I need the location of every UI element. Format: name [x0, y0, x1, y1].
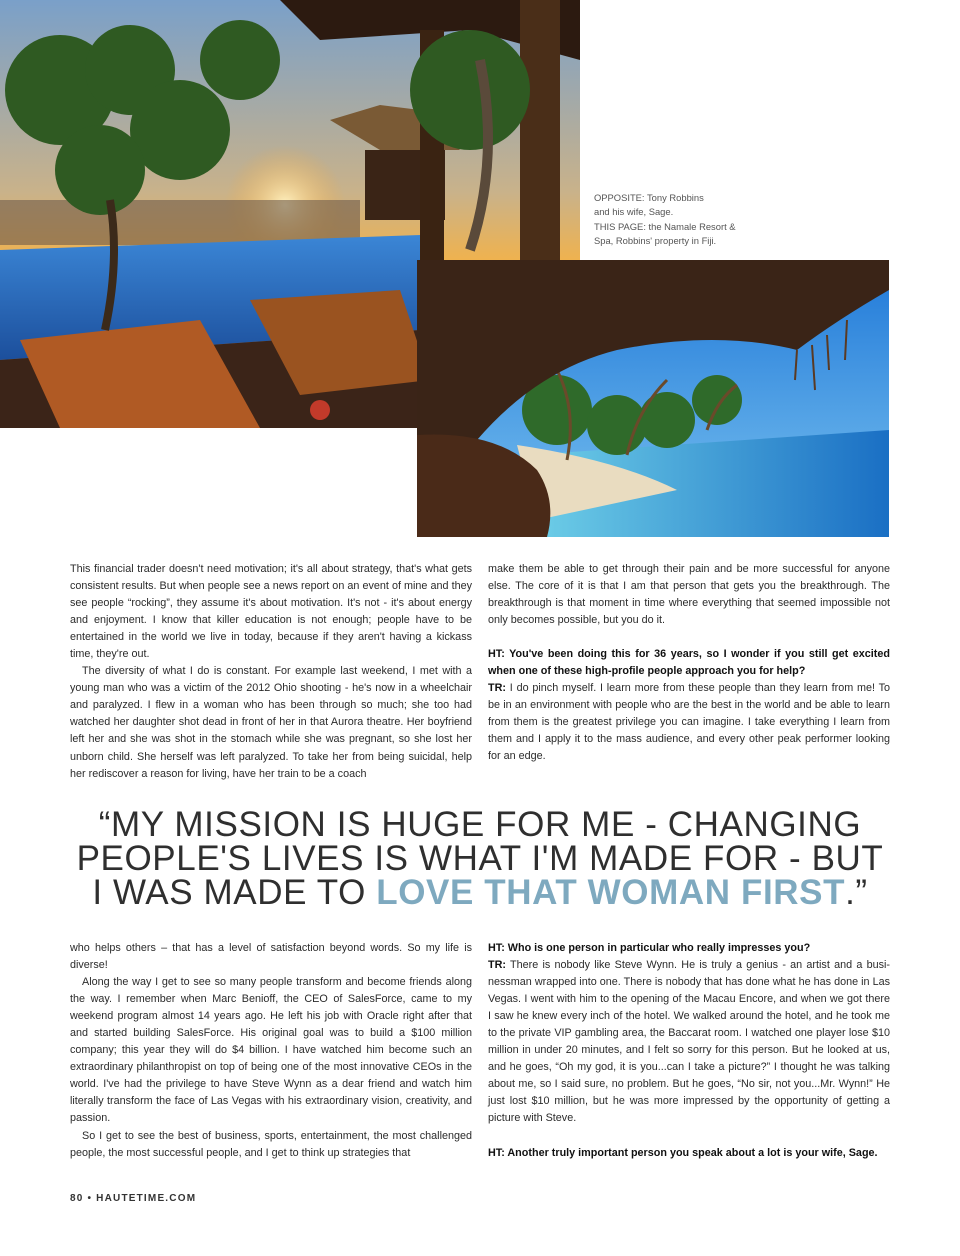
- caption-line: Spa, Robbins' property in Fiji.: [594, 234, 717, 246]
- answer-lead: TR:: [488, 682, 506, 695]
- pull-quote-line: PEOPLE'S LIVES IS WHAT I'M MADE FOR - BUT: [76, 839, 884, 878]
- interview-answer: [488, 680, 890, 765]
- interview-answer: [488, 957, 890, 1127]
- interview-question: HT: Another truly important person you speak about a lot is your wife, Sage.: [488, 1146, 878, 1159]
- article-column-top-left: [70, 561, 472, 783]
- article-column-bottom-right: [488, 940, 890, 1162]
- pull-quote-highlight: LOVE THAT WOMAN FIRST: [376, 873, 846, 912]
- article-column-bottom-left: [70, 940, 472, 1162]
- pull-quote: [40, 805, 920, 912]
- answer-text: There is nobody like Steve Wynn. He is truly a genius - an artist and a businessman wrapped into one. There is nobody that has done what he has done in Las Vegas. I went with him to the opening of the Macau Encore, and when we got there I saw he knew every inch of the hotel. We walked around the hotel, and he took me to the private VIP gambling area, the Baccarat room. I watched one player lose $10 million in under 20 minutes, and I felt so sorry for this person. But he looked at us, and he goes, “Oh my god, it is you...can I take a picture?” I thought he was talking about me, so I said sure, no problem. But he goes, “No sir, not you...Mr. Wynn!” He just lost $10 million, but he was more impressed by the opportunity of getting a picture with Steve.: [488, 959, 890, 1125]
- caption-line: and his wife, Sage.: [594, 206, 674, 218]
- interview-question: HT: Who is one person in particular who really impresses you?: [488, 942, 811, 954]
- page-footer: 80 • HAUTETIME.COM: [70, 1193, 197, 1204]
- article-paragraph: This financial trader doesn't need motivation; it's all about strategy, that's what gets consistent results. But when people see a news report on an event of mine and they see people “rocking”, they assume it's about motivation. It's not - it's about energy and enjoyment. I know that killer education is not enough; people have to be entertained in the world we live in today, because if they aren't having a kickass time, they're out.: [70, 563, 472, 661]
- beach-cave-photo: [417, 260, 889, 537]
- article-paragraph: Along the way I get to see so many people transform and become friends along the way. I remember when Marc Benioff, the CEO of SalesForce, came to my weekend program almost 14 years ago. He left his job with Oracle right after that and started building SalesForce. His original goal was to build a $100 million company; this year they will do $4 billion. I have watched him become such an extraordinary philanthropist on top of being one of the most innovative CEOs in the world. I've had the privilege to have Steve Wynn as a dear friend and watch him literally transform the face of Las Vegas with his extraordinary vision, creativity, and passion.: [70, 976, 472, 1125]
- answer-lead: TR:: [488, 959, 506, 972]
- caption-line: OPPOSITE: Tony Robbins: [594, 192, 704, 203]
- photo-caption: [594, 191, 764, 248]
- article-column-top-right: [488, 561, 890, 766]
- pull-quote-line: “MY MISSION IS HUGE FOR ME - CHANGING: [98, 805, 862, 844]
- article-paragraph: who helps others – that has a level of satisfaction beyond words. So my life is diverse!: [70, 942, 472, 972]
- caption-line: THIS PAGE: the Namale Resort &: [594, 220, 736, 232]
- interview-question: HT: You've been doing this for 36 years, so I wonder if you still get excited when one of these high-profile people approach you for help?: [488, 648, 890, 678]
- article-paragraph: So I get to see the best of business, sports, entertainment, the most challenged people, the most successful people, and I get to think up strategies that: [70, 1129, 472, 1159]
- article-paragraph: make them be able to get through their pain and be more successful for anyone else. The core of it is that I am that person that gets you the breakthrough. The breakthrough is that moment in time where everything that seemed impossible not only becomes possible, but you do it.: [488, 563, 890, 627]
- pull-quote-text: I WAS MADE TO: [92, 873, 377, 912]
- article-paragraph: The diversity of what I do is constant. For example last weekend, I met with a young man who was a victim of the 2012 Ohio shooting - he's now in a wheelchair and paralyzed. I flew in a woman who has been through so much; she too had watched her daughter shot dead in front of her in that Aurora theatre. Her boyfriend left her and she was shot in the stomach while she was pregnant, so she lost her unborn child. She herself was left paralyzed. To take her from being suicidal, help her rediscover a reason for living, have her train to be a coach: [70, 665, 472, 780]
- pull-quote-end: .”: [845, 873, 868, 912]
- answer-text: I do pinch myself. I learn more from these people than they learn from me! To be in an environment with people who are the best in the world and be able to learn from them is the greatest privilege you can imagine. I take everything I learn from them and I apply it to the mass audience, and every other peak performer looking for an edge.: [488, 682, 890, 763]
- pull-quote-line: [40, 873, 920, 912]
